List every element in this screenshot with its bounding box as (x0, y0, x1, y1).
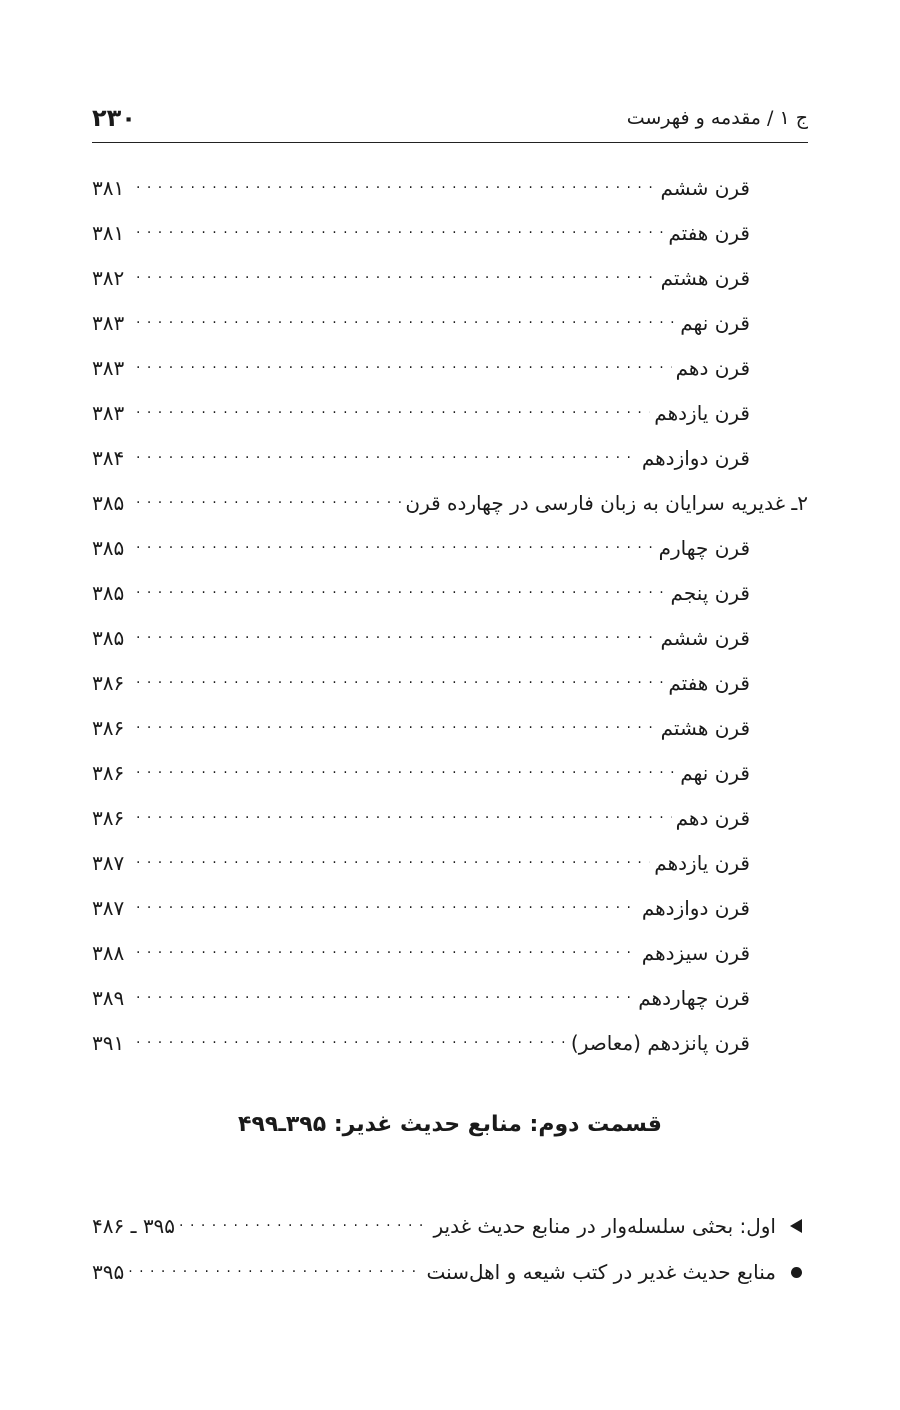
table-of-contents (92, 165, 808, 1065)
dot-leader (136, 313, 676, 333)
toc-entry-page: ۳۸۵ (92, 580, 125, 605)
toc-entry[interactable] (92, 255, 808, 300)
toc-entry-label: قرن هشتم (660, 715, 750, 740)
toc-entry[interactable] (92, 795, 808, 840)
toc-entry[interactable] (92, 975, 808, 1020)
dot-leader (136, 493, 401, 513)
dot-leader (136, 763, 676, 783)
toc-entry[interactable] (92, 660, 808, 705)
section-entry-page: ۳۹۵ (92, 1260, 125, 1284)
dot-leader (136, 223, 664, 243)
toc-entry-label: قرن یازدهم (654, 850, 750, 875)
page-header (92, 98, 808, 138)
toc-entry-label: قرن پانزدهم (معاصر) (570, 1030, 750, 1055)
toc-entry-label: قرن نهم (680, 760, 750, 785)
dot-leader (136, 988, 634, 1008)
dot-leader (136, 448, 638, 468)
dot-leader (136, 628, 656, 648)
toc-entry[interactable] (92, 210, 808, 255)
section-title: قسمت دوم: منابع حدیث غدیر: ۳۹۵ـ۴۹۹ (238, 1112, 662, 1137)
toc-entry[interactable] (92, 345, 808, 390)
toc-entry-label: قرن دهم (675, 805, 750, 830)
dot-leader (136, 178, 656, 198)
dot-leader (136, 358, 672, 378)
dot-leader (136, 403, 650, 423)
toc-entry-label: ۲ـ غدیریه سرایان به زبان فارسی در چهارده قرن (405, 490, 808, 515)
toc-entry-page: ۳۸۸ (92, 940, 125, 965)
section-entry-label: اول: بحثی سلسله‌وار در منابع حدیث غدیر (433, 1214, 776, 1238)
section-entry-label: منابع حدیث غدیر در کتب شیعه و اهل‌سنت (426, 1260, 776, 1284)
toc-entry-label: قرن دهم (675, 355, 750, 380)
triangle-bullet-icon (784, 1219, 808, 1233)
section-entry-page: ۳۹۵ ـ ۴۸۶ (92, 1214, 176, 1238)
toc-entry-page: ۳۸۱ (92, 175, 125, 200)
toc-entry-page: ۳۸۶ (92, 760, 125, 785)
header-rule (92, 142, 808, 143)
toc-entry-page: ۳۸۳ (92, 310, 125, 335)
dot-leader (136, 1033, 567, 1053)
dot-leader (136, 808, 672, 828)
toc-entry[interactable] (92, 930, 808, 975)
section-entry[interactable] (92, 1249, 808, 1295)
toc-entry[interactable] (92, 300, 808, 345)
toc-entry[interactable] (92, 525, 808, 570)
running-title: ج ۱ / مقدمه و فهرست (626, 107, 808, 129)
toc-entry-page: ۳۸۶ (92, 805, 125, 830)
toc-entry-page: ۳۹۱ (92, 1030, 125, 1055)
dot-leader (136, 898, 638, 918)
toc-entry[interactable] (92, 705, 808, 750)
toc-entry-label: قرن ششم (660, 625, 750, 650)
toc-entry-page: ۳۸۶ (92, 715, 125, 740)
page-number: ۲۳۰ (92, 104, 136, 132)
toc-entry-page: ۳۸۳ (92, 355, 125, 380)
toc-entry-page: ۳۸۵ (92, 535, 125, 560)
toc-entry[interactable] (92, 480, 808, 525)
toc-entry-page: ۳۸۴ (92, 445, 125, 470)
toc-entry[interactable] (92, 615, 808, 660)
dot-leader (136, 943, 638, 963)
toc-entry-label: قرن هفتم (668, 670, 750, 695)
toc-entry[interactable] (92, 165, 808, 210)
toc-entry-page: ۳۸۹ (92, 985, 125, 1010)
toc-entry-label: قرن دوازدهم (641, 895, 750, 920)
section-entry[interactable] (92, 1203, 808, 1249)
toc-entry-page: ۳۸۷ (92, 895, 125, 920)
toc-entry-label: قرن چهارم (658, 535, 750, 560)
dot-leader (136, 268, 657, 288)
dot-leader (136, 583, 667, 603)
toc-entry[interactable] (92, 750, 808, 795)
toc-entry-label: قرن نهم (680, 310, 750, 335)
toc-entry[interactable] (92, 435, 808, 480)
toc-entry-label: قرن سیزدهم (641, 940, 750, 965)
toc-entry[interactable] (92, 390, 808, 435)
toc-entry-label: قرن ششم (660, 175, 750, 200)
toc-entry-label: قرن هشتم (660, 265, 750, 290)
toc-entry-label: قرن یازدهم (654, 400, 750, 425)
dot-leader (136, 673, 664, 693)
toc-entry[interactable] (92, 885, 808, 930)
dot-leader (136, 853, 650, 873)
dot-leader (136, 718, 657, 738)
toc-entry-label: قرن چهاردهم (638, 985, 750, 1010)
toc-entry[interactable] (92, 1020, 808, 1065)
toc-entry[interactable] (92, 570, 808, 615)
toc-entry-page: ۳۸۵ (92, 625, 125, 650)
toc-entry-page: ۳۸۳ (92, 400, 125, 425)
toc-entry[interactable] (92, 840, 808, 885)
dot-leader (128, 1262, 422, 1282)
toc-entry-page: ۳۸۱ (92, 220, 125, 245)
dot-leader (136, 538, 655, 558)
dot-leader (179, 1216, 429, 1236)
toc-entry-page: ۳۸۵ (92, 490, 125, 515)
toc-entry-page: ۳۸۲ (92, 265, 125, 290)
toc-entry-label: قرن دوازدهم (641, 445, 750, 470)
toc-entry-label: قرن پنجم (670, 580, 750, 605)
toc-entry-page: ۳۸۷ (92, 850, 125, 875)
section-entries (92, 1203, 808, 1295)
round-bullet-icon (784, 1267, 808, 1278)
toc-entry-page: ۳۸۶ (92, 670, 125, 695)
toc-entry-label: قرن هفتم (668, 220, 750, 245)
